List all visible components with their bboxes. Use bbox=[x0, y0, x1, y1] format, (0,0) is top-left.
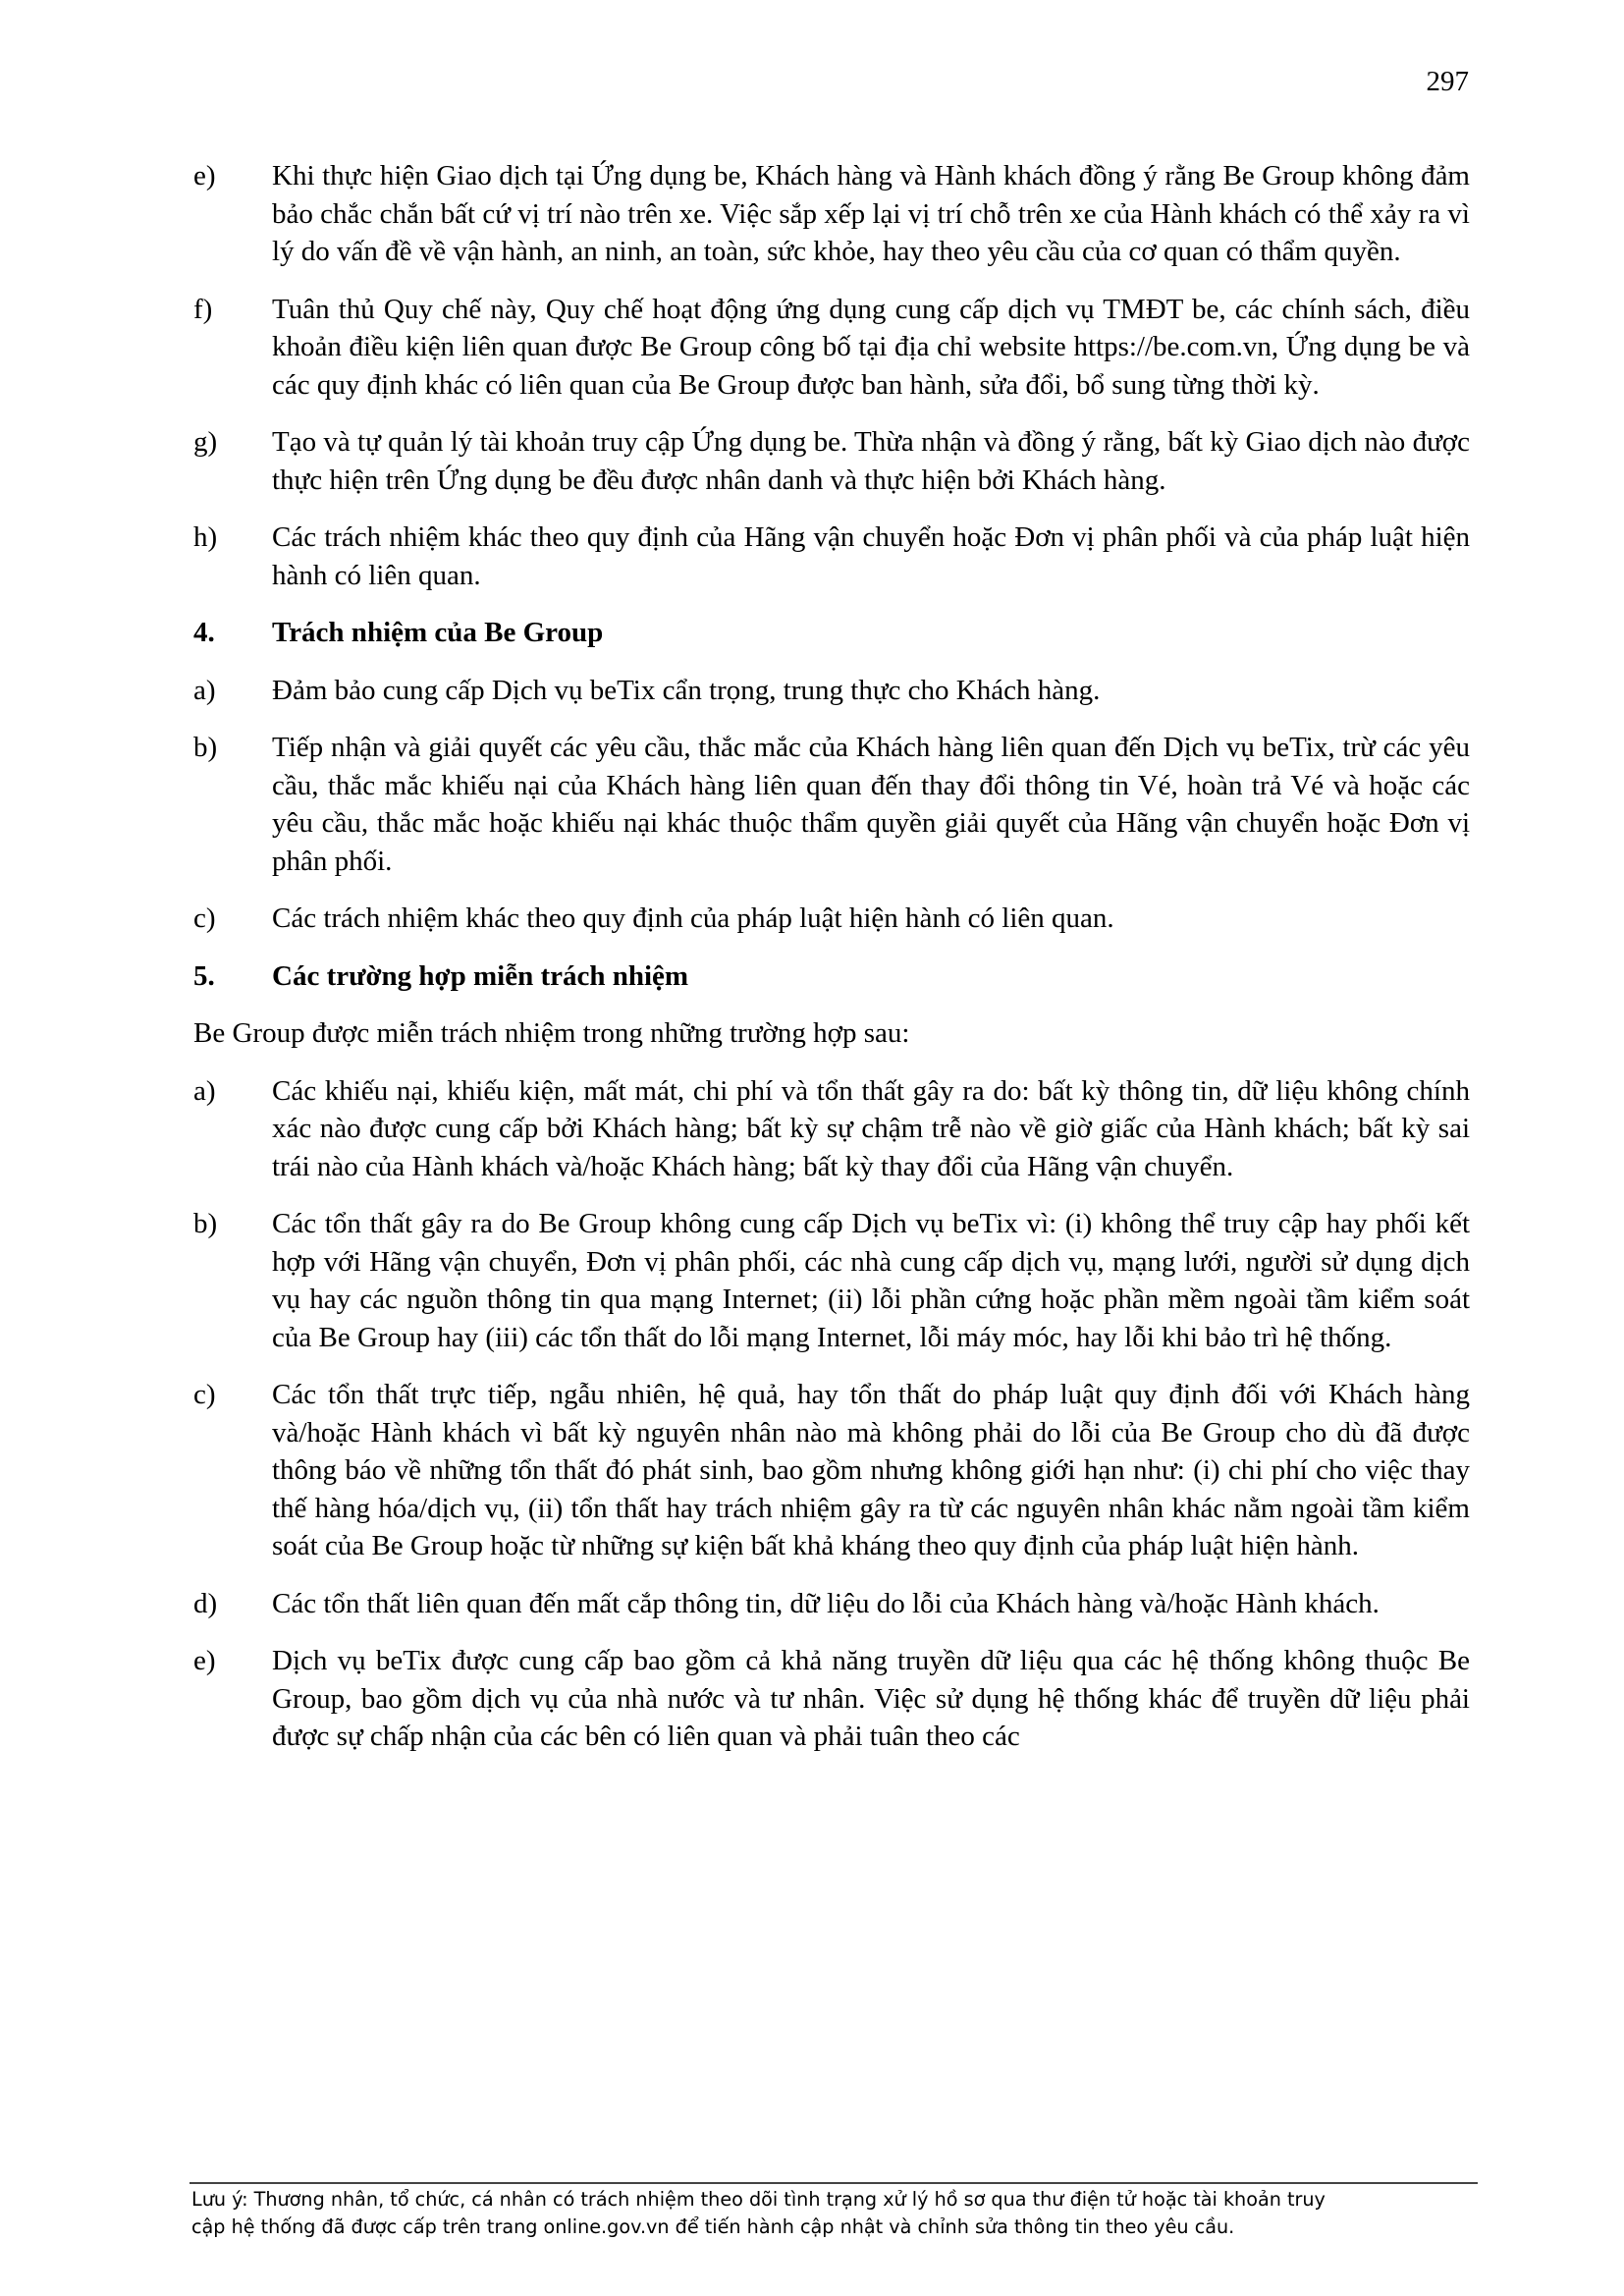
item-text: Các tổn thất gây ra do Be Group không cung cấp Dịch vụ beTix vì: (i) không thể truy cập hay phối kết hợp với Hãng vận chuyển, Đơn vị phân phối, các nhà cung cấp dịch vụ, mạng lưới, người sử dụng dịch vụ hay các nguồn thông tin qua mạng Internet; (ii) lỗi phần cứng hoặc phần mềm ngoài tầm kiểm soát của Be Group hay (iii) các tổn thất do lỗi mạng Internet, lỗi máy móc, hay lỗi khi bảo trì hệ thống. bbox=[272, 1208, 1470, 1353]
item-label: a) bbox=[193, 1074, 216, 1107]
section-intro: Be Group được miễn trách nhiệm trong những trường hợp sau: bbox=[193, 1017, 910, 1049]
list-item-3h bbox=[193, 519, 1470, 594]
item-text: Các khiếu nại, khiếu kiện, mất mát, chi phí và tổn thất gây ra do: bất kỳ thông tin, dữ liệu không chính xác nào được cung cấp bởi Khách hàng; bất kỳ sự chậm trễ nào về giờ giấc của Hành khách; bất kỳ sai trái nào của Hành khách và/hoặc Khách hàng; bất kỳ thay đổi của Hãng vận chuyển. bbox=[272, 1074, 1470, 1182]
list-item-3f bbox=[193, 291, 1470, 405]
list-item-4c bbox=[193, 900, 1470, 938]
item-text: Tuân thủ Quy chế này, Quy chế hoạt động ứng dụng cung cấp dịch vụ TMĐT be, các chính sách, điều khoản điều kiện liên quan được Be Group công bố tại địa chỉ website https://be.com.vn, Ứng dụng be và các quy định khác có liên quan của Be Group được ban hành, sửa đổi, bổ sung từng thời kỳ. bbox=[272, 293, 1470, 401]
item-text: Tiếp nhận và giải quyết các yêu cầu, thắc mắc của Khách hàng liên quan đến Dịch vụ beTix, trừ các yêu cầu, thắc mắc khiếu nại của Khách hàng liên quan đến thay đổi thông tin Vé, hoàn trả Vé và hoặc các yêu cầu, thắc mắc hoặc khiếu nại khác thuộc thẩm quyền giải quyết của Hãng vận chuyển hoặc Đơn vị phân phối. bbox=[272, 732, 1470, 877]
item-text: Các trách nhiệm khác theo quy định của Hãng vận chuyển hoặc Đơn vị phân phối và của pháp luật hiện hành có liên quan. bbox=[272, 521, 1470, 591]
list-item-4b bbox=[193, 729, 1470, 880]
section-heading-4 bbox=[193, 614, 1470, 652]
footer-note-line-1: Lưu ý: Thương nhân, tổ chức, cá nhân có trách nhiệm theo dõi tình trạng xử lý hồ sơ qua thư điện tử hoặc tài khoản truy bbox=[191, 2188, 1326, 2211]
list-item-5d bbox=[193, 1585, 1470, 1623]
item-label: h) bbox=[193, 521, 218, 553]
item-text: Đảm bảo cung cấp Dịch vụ beTix cẩn trọng, trung thực cho Khách hàng. bbox=[272, 674, 1101, 706]
item-label: e) bbox=[193, 1645, 216, 1676]
document-body bbox=[193, 157, 1470, 1756]
item-label: e) bbox=[193, 160, 216, 191]
item-label: a) bbox=[193, 674, 216, 706]
item-label: b) bbox=[193, 732, 218, 763]
item-text: Các tổn thất liên quan đến mất cắp thông tin, dữ liệu do lỗi của Khách hàng và/hoặc Hành khách. bbox=[272, 1587, 1380, 1619]
item-text: Các trách nhiệm khác theo quy định của pháp luật hiện hành có liên quan. bbox=[272, 902, 1114, 934]
footer-divider bbox=[189, 2182, 1478, 2184]
list-item-5c bbox=[193, 1376, 1470, 1565]
page-number: 297 bbox=[1426, 66, 1469, 97]
section-number: 4. bbox=[193, 617, 215, 648]
section-title: Trách nhiệm của Be Group bbox=[272, 617, 604, 648]
section-number: 5. bbox=[193, 959, 215, 992]
item-label: c) bbox=[193, 1379, 216, 1410]
item-label: b) bbox=[193, 1208, 218, 1239]
list-item-4a bbox=[193, 672, 1470, 710]
list-item-5b bbox=[193, 1205, 1470, 1356]
item-label: c) bbox=[193, 902, 216, 934]
item-text: Khi thực hiện Giao dịch tại Ứng dụng be, Khách hàng và Hành khách đồng ý rằng Be Group không đảm bảo chắc chắn bất cứ vị trí nào trên xe. Việc sắp xếp lại vị trí chỗ trên xe của Hành khách có thể xảy ra vì lý do vấn đề về vận hành, an ninh, an toàn, sức khỏe, hay theo yêu cầu của cơ quan có thẩm quyền. bbox=[272, 160, 1470, 267]
footer-note-line-2: cập hệ thống đã được cấp trên trang online.gov.vn để tiến hành cập nhật và chỉnh sửa thông tin theo yêu cầu. bbox=[191, 2215, 1235, 2238]
section-heading-5 bbox=[193, 957, 1470, 996]
item-label: f) bbox=[193, 293, 213, 325]
list-item-3e bbox=[193, 157, 1470, 271]
item-text: Các tổn thất trực tiếp, ngẫu nhiên, hệ quả, hay tổn thất do pháp luật quy định đối với Khách hàng và/hoặc Hành khách vì bất kỳ nguyên nhân nào mà không phải do lỗi của Be Group cho dù đã được thông báo về những tổn thất đó phát sinh, bao gồm nhưng không giới hạn như: (i) chi phí cho việc thay thế hàng hóa/dịch vụ, (ii) tổn thất hay trách nhiệm gây ra từ các nguyên nhân khác nằm ngoài tầm kiểm soát của Be Group hoặc từ những sự kiện bất khả kháng theo quy định của pháp luật hiện hành. bbox=[272, 1379, 1470, 1561]
list-item-3g bbox=[193, 423, 1470, 499]
item-text: Dịch vụ beTix được cung cấp bao gồm cả khả năng truyền dữ liệu qua các hệ thống không thuộc Be Group, bao gồm dịch vụ của nhà nước và tư nhân. Việc sử dụng hệ thống khác để truyền dữ liệu phải được sự chấp nhận của các bên có liên quan và phải tuân theo các bbox=[272, 1645, 1470, 1752]
list-item-5e bbox=[193, 1642, 1470, 1756]
item-label: d) bbox=[193, 1587, 218, 1619]
item-text: Tạo và tự quản lý tài khoản truy cập Ứng dụng be. Thừa nhận và đồng ý rằng, bất kỳ Giao dịch nào được thực hiện trên Ứng dụng be đều được nhân danh và thực hiện bởi Khách hàng. bbox=[272, 426, 1470, 496]
list-item-5a bbox=[193, 1072, 1470, 1186]
footer-note bbox=[191, 2186, 1488, 2241]
item-label: g) bbox=[193, 426, 218, 458]
section-title: Các trường hợp miễn trách nhiệm bbox=[272, 959, 689, 992]
